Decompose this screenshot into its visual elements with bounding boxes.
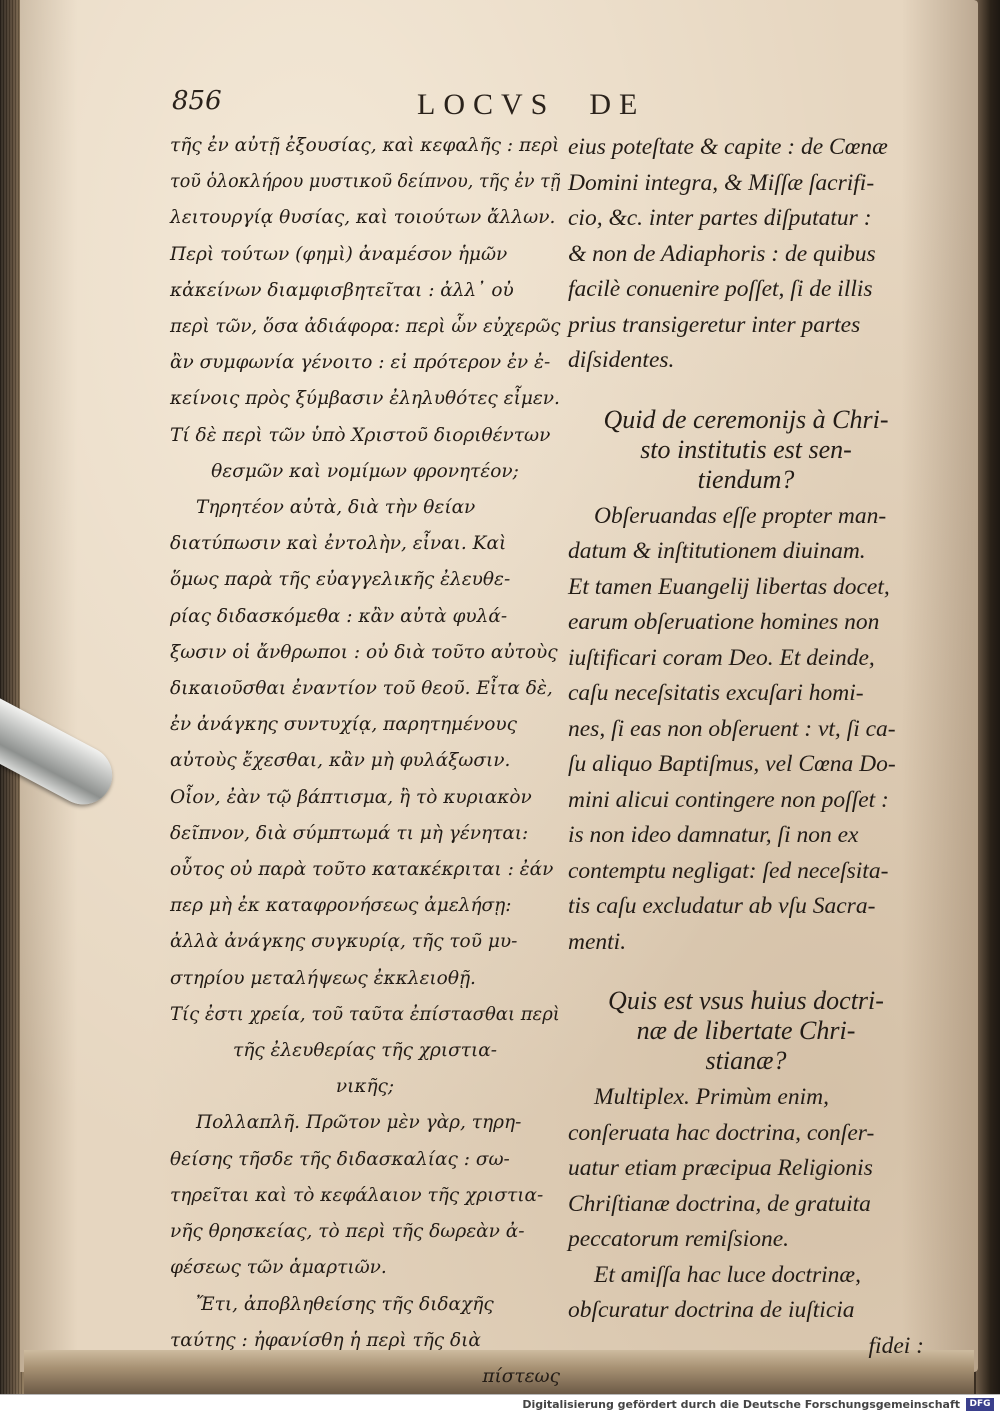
greek-text-line: τῆς ἐν αὐτῇ ἐξουσίας, καὶ κεφαλῆς : περὶ <box>170 135 560 156</box>
greek-column <box>170 128 560 1394</box>
latin-text-line: eius poteſtate & capite : de Cœnæ <box>568 134 888 160</box>
dfg-logo-icon: DFG <box>966 1398 994 1411</box>
latin-answer-2 <box>568 1080 924 1364</box>
latin-opening-text <box>568 130 924 379</box>
greek-text-line: δεῖπνον, διὰ σύμπτωμά τι μὴ γένηται: <box>170 822 529 844</box>
latin-text-line: tis caſu excludatur ab vſu Sacra- <box>568 893 876 919</box>
greek-text-line: λειτουργίᾳ θυσίας, καὶ τοιούτων ἄλλων. <box>170 207 556 229</box>
latin-text-line: Domini integra, & Miſſæ ſacrifi- <box>568 169 875 196</box>
latin-text-line: Et amiſſa hac luce doctrinæ, <box>594 1261 861 1288</box>
greek-text-line: Οἷον, ἐὰν τῷ βάπτισμα, ἢ τὸ κυριακὸν <box>170 786 532 808</box>
latin-text-line: uatur etiam præcipua Religionis <box>568 1155 873 1181</box>
latin-text-line: ſu aliquo Baptiſmus, vel Cœna Do- <box>568 751 896 777</box>
latin-text-line: nes, ſi eas non obſeruent : vt, ſi ca- <box>568 715 896 742</box>
greek-text-line: Τί δὲ περὶ τῶν ὑπὸ Χριστοῦ διοριθέντων <box>170 424 551 446</box>
page-number: 856 <box>172 86 222 116</box>
greek-text-line: θείσης τῆσδε τῆς διδασκαλίας : σω- <box>170 1148 510 1170</box>
greek-text-line: τηρεῖται καὶ τὸ κεφάλαιον τῆς χριστια- <box>170 1184 544 1206</box>
latin-text-line: obſcuratur doctrina de iuſticia <box>568 1297 855 1323</box>
greek-text-line: περὶ τῶν, ὅσα ἀδιάφορα: περὶ ὧν εὐχερῶς <box>170 316 561 338</box>
greek-text-line: θεσμῶν καὶ νομίμων φρονητέον; <box>211 460 519 482</box>
latin-heading-line: næ de libertate Chri- <box>636 1016 856 1045</box>
greek-text-line: τῆς ἐλευθερίας τῆς χριστια- <box>232 1040 498 1062</box>
latin-text-line: diſsidentes. <box>568 347 675 373</box>
latin-text-line: & non de Adiaphoris : de quibus <box>568 240 876 267</box>
greek-text-line: Ἔτι, ἀποβληθείσης τῆς διδαχῆς <box>196 1293 494 1315</box>
greek-text-line: αὐτοὺς ἔχεσθαι, κἂν μὴ φυλάξωσιν. <box>170 750 511 772</box>
greek-text-line: διατύπωσιν καὶ ἐντολὴν, εἶναι. Καὶ <box>170 533 507 555</box>
latin-question-heading-2 <box>568 986 924 1076</box>
greek-text-line: Περὶ τούτων (φημὶ) ἀναμέσον ἡμῶν <box>170 243 508 265</box>
greek-text-line: νικῆς; <box>335 1076 395 1098</box>
footer-bar <box>0 1394 1000 1415</box>
latin-text-line: facilè conuenire poſſet, ſi de illis <box>568 276 873 302</box>
running-head <box>162 86 942 126</box>
latin-text-line: Obſeruandas eſſe propter man- <box>594 502 887 529</box>
greek-text-line: ξωσιν οἱ ἄνθρωποι : οὐ διὰ τοῦτο αὐτοὺς <box>170 641 558 663</box>
latin-text-line: caſu neceſsitatis excuſari homi- <box>568 680 864 706</box>
latin-heading-line: Quid de ceremonijs à Chri- <box>603 404 889 434</box>
greek-text-line: στηρίου μεταλήψεως ἐκκλειοθῇ. <box>170 967 476 989</box>
greek-text-line: φέσεως τῶν ἁμαρτιῶν. <box>170 1257 387 1279</box>
book-gutter-shadow <box>976 0 1000 1394</box>
latin-text-line: Et tamen Euangelij libertas docet, <box>568 573 890 600</box>
greek-text-line: πίστεως <box>482 1365 560 1387</box>
greek-text-line: ὅμως παρὰ τῆς εὐαγγελικῆς ἐλευθε- <box>170 569 511 591</box>
latin-text-line: cio, &c. inter partes diſputatur : <box>568 205 872 231</box>
latin-text-line: datum & inſtitutionem diuinam. <box>568 538 866 564</box>
latin-heading-line: sto institutis est sen- <box>640 434 852 464</box>
greek-text-line: οὗτος οὐ παρὰ τοῦτο κατακέκριται : ἐάν <box>170 859 554 881</box>
latin-text-line: Multiplex. Primùm enim, <box>594 1084 829 1110</box>
latin-answer-1 <box>568 499 924 961</box>
running-title: LOCVS DE <box>417 88 646 121</box>
latin-heading-line: tiendum? <box>697 464 795 494</box>
latin-text-line: menti. <box>568 928 627 955</box>
greek-text-line: ἂν συμφωνία γένοιτο : εἰ πρότερον ἐν ἐ- <box>170 352 551 374</box>
greek-text-line: κἀκείνων διαμφισβητεῖται : ἀλλ᾽ οὐ <box>170 279 514 301</box>
greek-text-line: Τηρητέον αὐτὰ, διὰ τὴν θείαν <box>196 497 476 519</box>
greek-text-line: ἐν ἀνάγκης συντυχίᾳ, παρητημένους <box>170 714 517 736</box>
latin-column <box>568 130 924 1364</box>
latin-text-line: iuſtificari coram Deo. Et deinde, <box>568 644 875 671</box>
latin-heading-line: Quis est vsus huius doctri- <box>608 986 884 1015</box>
latin-text-line: contemptu negligat: ſed neceſsita- <box>568 857 889 884</box>
greek-text-line: νῆς θρησκείας, τὸ περὶ τῆς δωρεὰν ἀ- <box>170 1221 525 1243</box>
greek-text-line: δικαιοῦσθαι ἐναντίον τοῦ θεοῦ. Εἶτα δὲ, <box>170 678 553 700</box>
greek-text-line: κείνοις πρὸς ξύμβασιν ἐληλυθότες εἶμεν. <box>170 388 560 410</box>
greek-text-line: ρίας διδασκόμεθα : κἂν αὐτὰ φυλά- <box>170 605 508 627</box>
latin-text-line: peccatorum remiſsione. <box>568 1226 790 1252</box>
latin-question-heading-1 <box>568 405 924 495</box>
latin-text-line: Chriſtianæ doctrina, de gratuita <box>568 1190 871 1217</box>
greek-text-line: Τίς ἐστι χρεία, τοῦ ταῦτα ἐπίστασθαι περὶ <box>170 1003 560 1025</box>
latin-text-line: earum obſeruatione homines non <box>568 609 880 635</box>
greek-text-line: τοῦ ὁλοκλήρου μυστικοῦ δείπνου, τῆς ἐν τῇ <box>170 171 561 193</box>
footer-credit: Digitalisierung gefördert durch die Deutsche Forschungsgemeinschaft <box>522 1398 960 1411</box>
latin-text-line: is non ideo damnatur, ſi non ex <box>568 822 859 848</box>
greek-text-line: ἀλλὰ ἀνάγκης συγκυρίᾳ, τῆς τοῦ μυ- <box>170 931 518 953</box>
latin-text-line: conſeruata hac doctrina, conſer- <box>568 1119 875 1146</box>
latin-text-line: prius transigeretur inter partes <box>568 311 861 338</box>
latin-text-line: mini alicui contingere non poſſet : <box>568 786 889 813</box>
latin-heading-line: stianæ? <box>705 1046 787 1075</box>
greek-text-line: Πολλαπλῆ. Πρῶτον μὲν γὰρ, τηρη- <box>196 1112 522 1134</box>
latin-text-line: fidei : <box>868 1332 924 1359</box>
greek-text-line: ταύτης : ἠφανίσθη ἡ περὶ τῆς διὰ <box>170 1329 481 1351</box>
greek-text-line: περ μὴ ἐκ καταφρονήσεως ἀμελήσῃ: <box>170 895 512 917</box>
